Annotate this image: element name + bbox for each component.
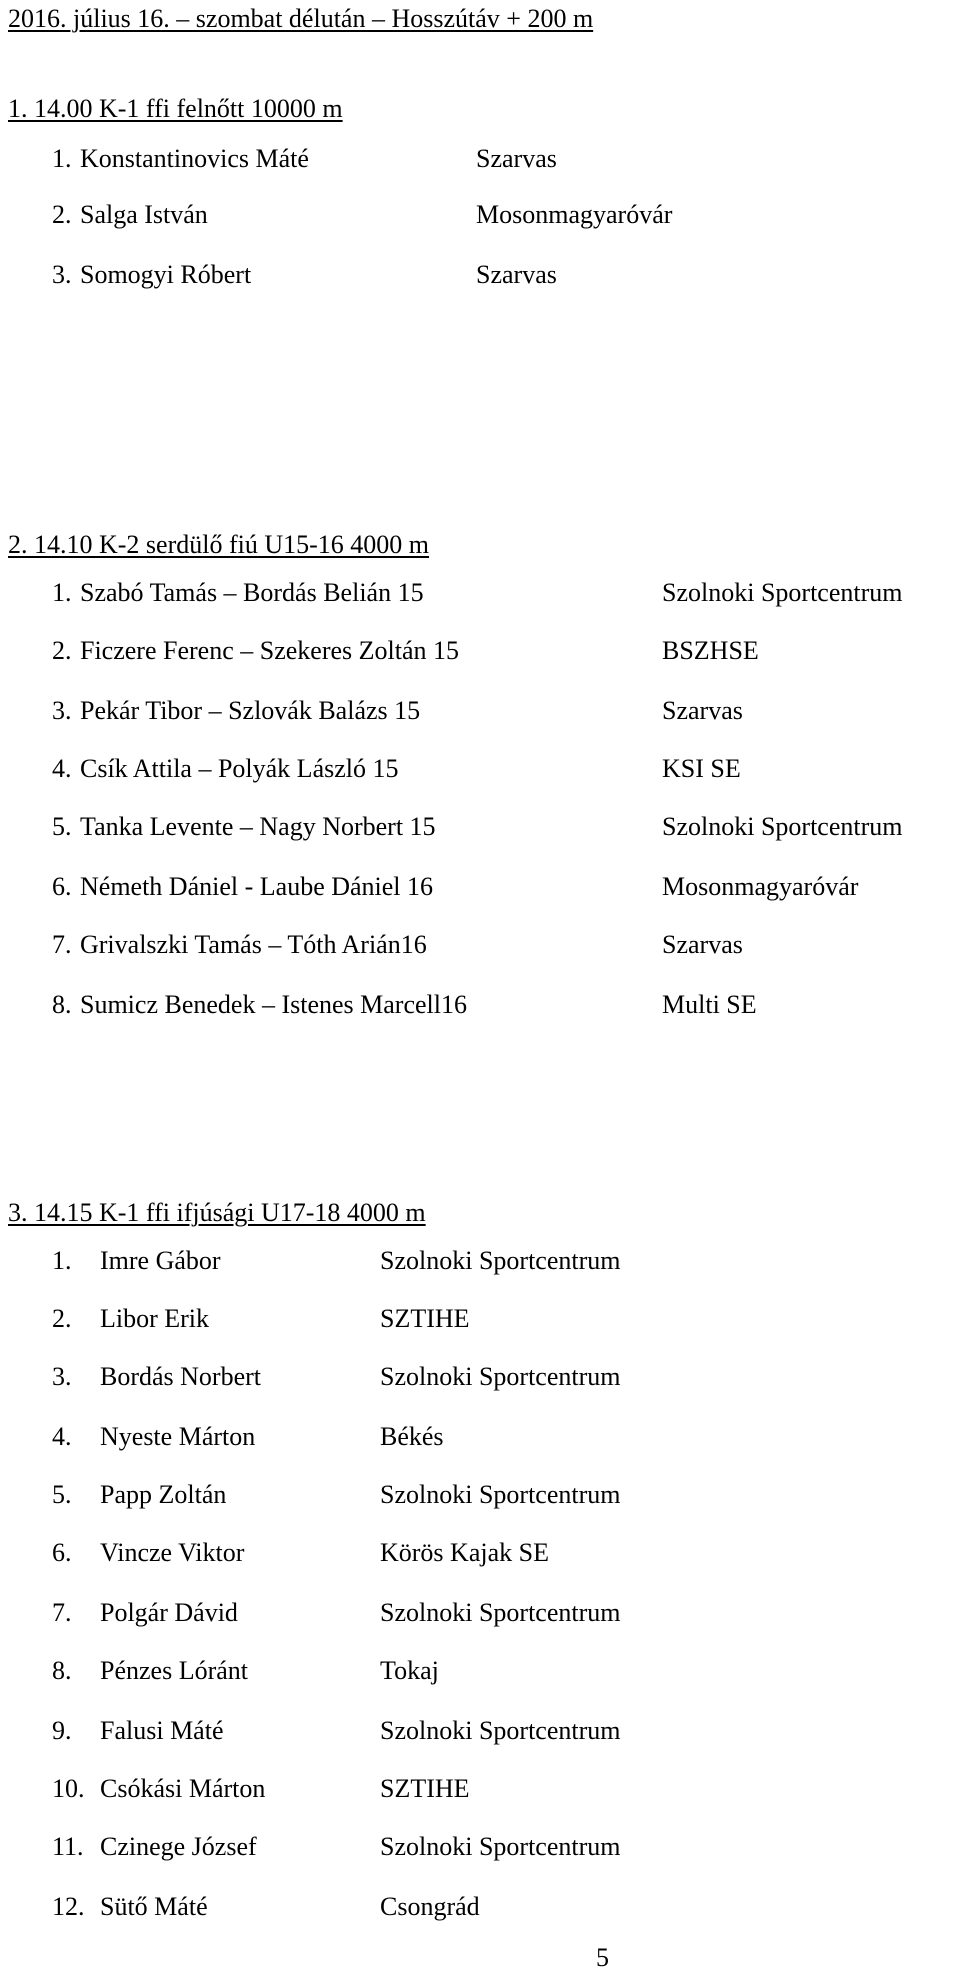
- result-name: Somogyi Róbert: [80, 260, 252, 289]
- result-club: Körös Kajak SE: [380, 1538, 549, 1567]
- page-title: 2016. július 16. – szombat délután – Hosszútáv + 200 m: [8, 4, 594, 33]
- result-club: Szarvas: [476, 144, 557, 173]
- race-heading: 1. 14.00 K-1 ffi felnőtt 10000 m: [8, 94, 343, 123]
- result-club: Szolnoki Sportcentrum: [662, 812, 903, 841]
- result-club: Szolnoki Sportcentrum: [662, 578, 903, 607]
- result-place: 5.: [52, 812, 72, 841]
- result-club: Szolnoki Sportcentrum: [380, 1832, 621, 1861]
- result-club: KSI SE: [662, 754, 741, 783]
- result-place: 1.: [52, 144, 72, 173]
- result-name: Salga István: [80, 200, 208, 229]
- result-name: Ficzere Ferenc – Szekeres Zoltán 15: [80, 636, 460, 665]
- result-place: 1.: [52, 1246, 72, 1275]
- result-name: Pekár Tibor – Szlovák Balázs 15: [80, 696, 421, 725]
- result-club: Békés: [380, 1422, 444, 1451]
- result-place: 5.: [52, 1480, 72, 1509]
- result-place: 2.: [52, 200, 72, 229]
- result-club: Mosonmagyaróvár: [476, 200, 673, 229]
- result-name: Szabó Tamás – Bordás Belián 15: [80, 578, 424, 607]
- result-name: Libor Erik: [100, 1304, 210, 1333]
- result-club: SZTIHE: [380, 1774, 470, 1803]
- result-place: 4.: [52, 1422, 72, 1451]
- result-place: 12.: [52, 1892, 85, 1921]
- result-club: Szarvas: [476, 260, 557, 289]
- result-name: Tanka Levente – Nagy Norbert 15: [80, 812, 436, 841]
- result-place: 3.: [52, 696, 72, 725]
- result-name: Nyeste Márton: [100, 1422, 256, 1451]
- result-place: 3.: [52, 260, 72, 289]
- result-name: Polgár Dávid: [100, 1598, 238, 1627]
- result-place: 7.: [52, 1598, 72, 1627]
- result-club: BSZHSE: [662, 636, 759, 665]
- result-club: Szolnoki Sportcentrum: [380, 1246, 621, 1275]
- result-name: Bordás Norbert: [100, 1362, 262, 1391]
- result-place: 6.: [52, 872, 72, 901]
- result-place: 2.: [52, 636, 72, 665]
- race-heading: 2. 14.10 K-2 serdülő fiú U15-16 4000 m: [8, 530, 430, 559]
- result-name: Sütő Máté: [100, 1892, 208, 1921]
- result-place: 7.: [52, 930, 72, 959]
- result-name: Konstantinovics Máté: [80, 144, 309, 173]
- result-club: Mosonmagyaróvár: [662, 872, 859, 901]
- result-place: 8.: [52, 990, 72, 1019]
- result-name: Csókási Márton: [100, 1774, 266, 1803]
- result-name: Grivalszki Tamás – Tóth Arián16: [80, 930, 427, 959]
- result-club: Tokaj: [380, 1656, 439, 1685]
- result-name: Falusi Máté: [100, 1716, 224, 1745]
- result-place: 8.: [52, 1656, 72, 1685]
- page-number: 5: [596, 1943, 609, 1972]
- result-club: Szolnoki Sportcentrum: [380, 1598, 621, 1627]
- result-place: 10.: [52, 1774, 85, 1803]
- result-club: Multi SE: [662, 990, 757, 1019]
- result-club: Csongrád: [380, 1892, 480, 1921]
- result-name: Imre Gábor: [100, 1246, 221, 1275]
- result-name: Csík Attila – Polyák László 15: [80, 754, 399, 783]
- result-club: SZTIHE: [380, 1304, 470, 1333]
- result-place: 4.: [52, 754, 72, 783]
- result-place: 2.: [52, 1304, 72, 1333]
- result-club: Szarvas: [662, 930, 743, 959]
- result-place: 3.: [52, 1362, 72, 1391]
- result-name: Papp Zoltán: [100, 1480, 227, 1509]
- result-name: Sumicz Benedek – Istenes Marcell16: [80, 990, 467, 1019]
- result-place: 9.: [52, 1716, 72, 1745]
- result-place: 1.: [52, 578, 72, 607]
- race-heading: 3. 14.15 K-1 ffi ifjúsági U17-18 4000 m: [8, 1198, 426, 1227]
- result-club: Szolnoki Sportcentrum: [380, 1716, 621, 1745]
- result-club: Szolnoki Sportcentrum: [380, 1362, 621, 1391]
- result-name: Vincze Viktor: [100, 1538, 245, 1567]
- result-name: Czinege József: [100, 1832, 257, 1861]
- result-name: Németh Dániel - Laube Dániel 16: [80, 872, 434, 901]
- result-club: Szolnoki Sportcentrum: [380, 1480, 621, 1509]
- result-club: Szarvas: [662, 696, 743, 725]
- result-place: 11.: [52, 1832, 84, 1861]
- result-place: 6.: [52, 1538, 72, 1567]
- result-name: Pénzes Lóránt: [100, 1656, 249, 1685]
